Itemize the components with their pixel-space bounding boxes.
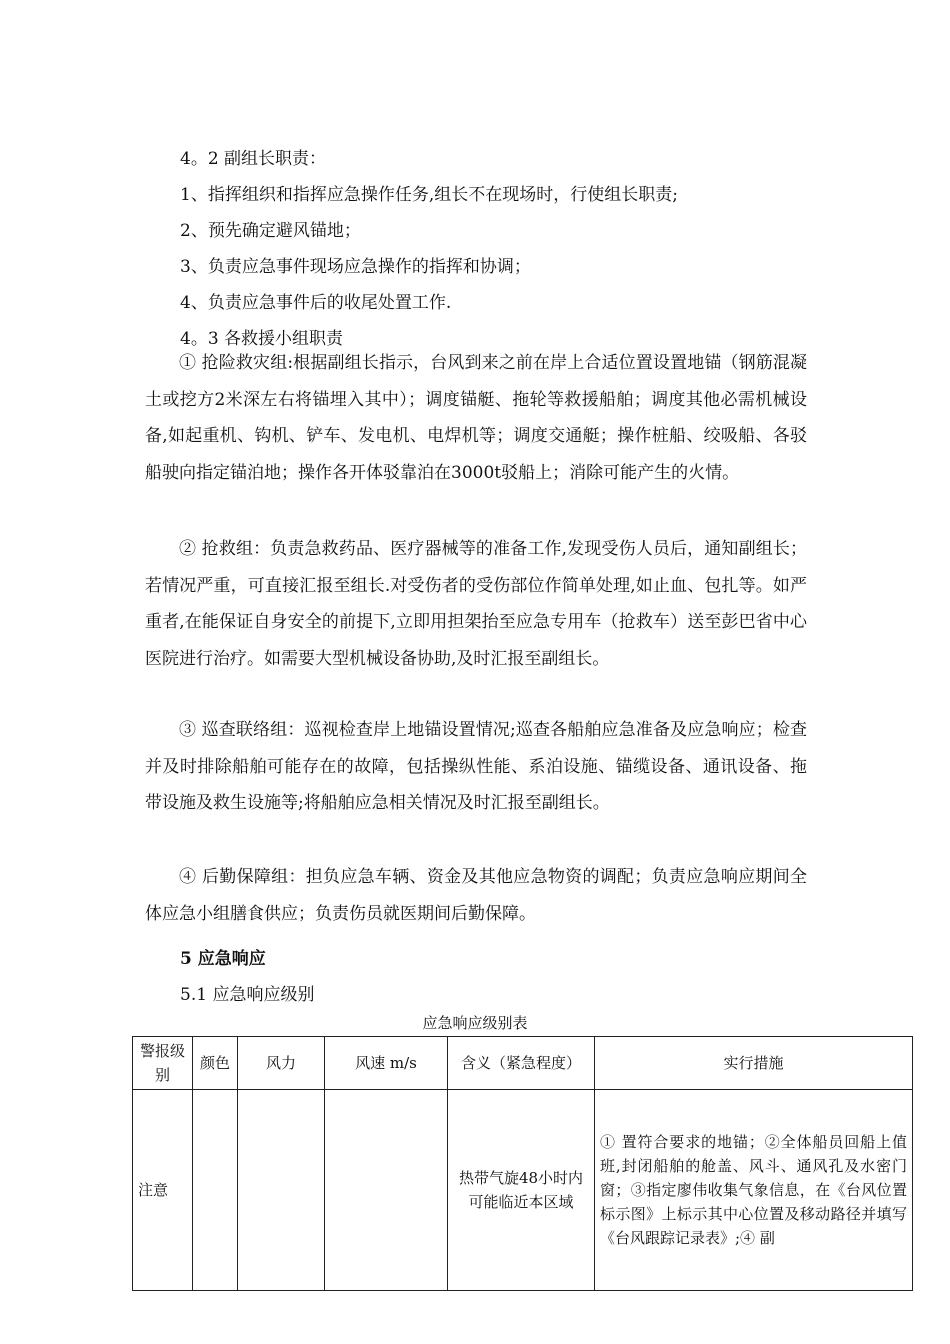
paragraph-patrol-group: ③ 巡查联络组：巡视检查岸上地锚设置情况;巡查各船舶应急准备及应急响应；检查并及时排除船舶可能存在的故障，包括操纵性能、系泊设施、锚缆设备、通讯设备、拖带设施及救生设施等;将船舶应急相关情况及时汇报至副组长。 (145, 720, 807, 813)
header-alert-level: 警报级别 (133, 1037, 193, 1090)
section-4-2-heading: 4。2 副组长职责： (180, 149, 327, 169)
cell-measures: ① 置符合要求的地锚；②全体船员回船上值班,封闭船舶的舱盖、风斗、通风孔及水密门窗；③指定廖伟收集气象信息，在《台风位置标示图》上标示其中心位置及移动路径并填写《台风跟踪记录表》;④ 副 (595, 1090, 913, 1291)
header-wind-speed: 风速 m/s (325, 1037, 448, 1090)
response-level-table (132, 1036, 913, 1291)
list-item: 2、预先确定避风锚地； (180, 221, 361, 241)
header-meaning: 含义（紧急程度） (448, 1037, 595, 1090)
header-color: 颜色 (193, 1037, 238, 1090)
paragraph-rescue-group: ① 抢险救灾组:根据副组长指示，台风到来之前在岸上合适位置设置地锚（钢筋混凝土或挖方2米深左右将锚埋入其中）；调度锚艇、拖轮等救援船舶；调度其他必需机械设备,如起重机、钩机、铲车、发电机、电焊机等；调度交通艇；操作桩船、绞吸船、各驳船驶向指定锚泊地；操作各开体驳靠泊在3000t驳船上；消除可能产生的火情。 (145, 353, 807, 483)
section-5-heading: 5 应急响应 (180, 949, 266, 969)
list-item: 1、指挥组织和指挥应急操作任务,组长不在现场时，行使组长职责; (180, 185, 678, 205)
table-row (133, 1090, 913, 1291)
paragraph-logistics-group: ④ 后勤保障组：担负应急车辆、资金及其他应急物资的调配；负责应急响应期间全体应急小组膳食供应；负责伤员就医期间后勤保障。 (145, 867, 807, 924)
header-measures: 实行措施 (595, 1037, 913, 1090)
list-item: 4、负责应急事件后的收尾处置工作. (180, 293, 452, 313)
cell-level: 注意 (133, 1090, 193, 1291)
cell-color (193, 1090, 238, 1291)
table-header-row (133, 1037, 913, 1090)
cell-meaning: 热带气旋48小时内可能临近本区域 (448, 1090, 595, 1291)
table-caption: 应急响应级别表 (422, 1014, 528, 1032)
header-wind-force: 风力 (238, 1037, 325, 1090)
section-5-1-heading: 5.1 应急响应级别 (180, 985, 315, 1005)
paragraph-first-aid-group: ② 抢救组：负责急救药品、医疗器械等的准备工作,发现受伤人员后，通知副组长；若情况严重，可直接汇报至组长.对受伤者的受伤部位作简单处理,如止血、包扎等。如严重者,在能保证自身安全的前提下,立即用担架抬至应急专用车（抢救车）送至彭巴省中心医院进行治疗。如需要大型机械设备协助,及时汇报至副组长。 (145, 539, 807, 669)
cell-wind-force (238, 1090, 325, 1291)
list-item: 3、负责应急事件现场应急操作的指挥和协调； (180, 257, 531, 277)
section-4-3-heading: 4。3 各救援小组职责 (180, 329, 344, 349)
cell-wind-speed (325, 1090, 448, 1291)
